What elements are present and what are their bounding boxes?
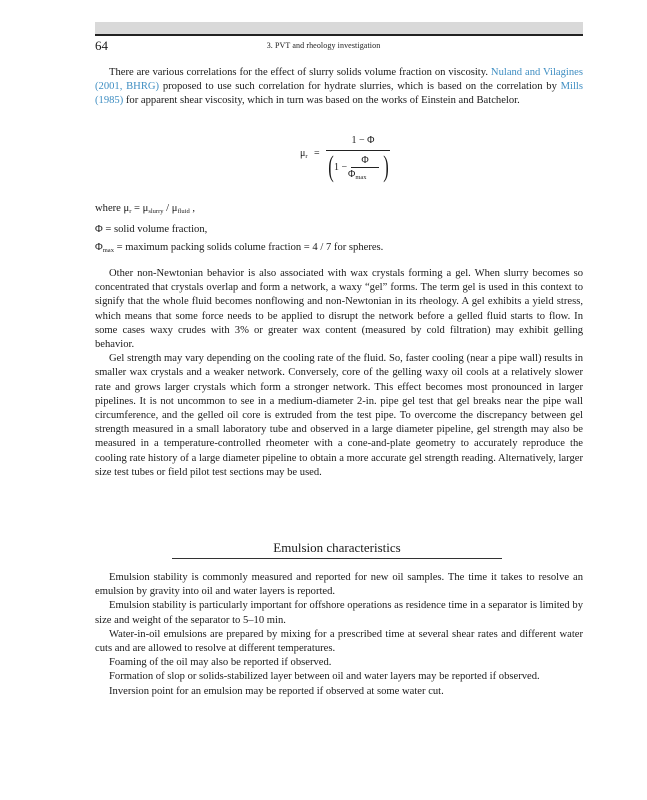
intro-text-3: for apparent shear viscosity, which in turn was based on the works of Einstein and Batchelor. [123, 95, 520, 107]
page-number: 64 [95, 38, 108, 53]
definition-mu-r: where $\mu_r = \mu_{slurry} / \mu_{fluid}$ , [95, 203, 196, 215]
emulsion-paragraph: Emulsion stability is particularly important for offshore operations as residence time in a separator is limited by size and weight of the separator to 5–10 min. [95, 600, 583, 626]
intro-text-2: proposed to use such correlation for hydrate slurries, which is based on the correlation by [159, 81, 561, 93]
emulsion-paragraph: Formation of slop or solids-stabilized layer between oil and water layers may be reported if observed. [109, 671, 540, 683]
emulsion-paragraph: Inversion point for an emulsion may be reported if observed at some water cut. [109, 685, 444, 697]
eq-numerator: 1 − Φ [351, 135, 375, 146]
citation-link-mills[interactable]: Mills (1985) [95, 81, 583, 107]
eq-inner-fraction-bar [351, 167, 379, 168]
definition-phi-max: $\Phi_{max}$ = maximum packing solids colume fraction = 4 / 7 for spheres. [95, 241, 384, 254]
equation-definitions [95, 200, 583, 259]
eq-right-paren: ) [383, 150, 389, 183]
viscosity-equation [300, 134, 400, 186]
eq-one-minus: 1 − [334, 162, 348, 173]
body-text [95, 267, 583, 480]
emulsion-text [95, 571, 583, 699]
intro-text-1: There are various correlations for the effect of slurry solids volume fraction on viscosity. [109, 67, 489, 78]
header-bar [95, 22, 583, 34]
running-head: 3. PVT and rheology investigation [266, 41, 381, 50]
eq-inner-denominator: $\Phi_{max}$ [348, 169, 367, 181]
emulsion-paragraph: Water-in-oil emulsions are prepared by mixing for a prescribed time at several shear rates and different water cuts and are allowed to resolve at different temperatures. [95, 628, 583, 655]
eq-left-paren: ( [328, 150, 334, 183]
intro-paragraph [95, 66, 583, 109]
eq-equals: = [314, 148, 320, 159]
eq-inner-numerator: Φ [361, 155, 369, 166]
intro-text [95, 66, 583, 109]
definition-phi: Φ = solid volume fraction, [95, 223, 208, 235]
paragraph-wax-gel: Other non-Newtonian behavior is also associated with wax crystals forming a gel. When slurry becomes so concentrated that crystals overlap and form a network, a waxy “gel” forms. The term gel is used in this context to signify that the whole fluid becomes nonflowing and non-Newtonian in its rheology. A gel exhibits a yield stress, which means that some force needs to be applied to disrupt the network before a gelled fluid starts to flow. In some cases waxy crudes with 3% or greater wax content (measured by cold filtration) may exhibit gelling behavior. [95, 268, 583, 351]
emulsion-paragraph: Foaming of the oil may also be reported if observed. [109, 657, 332, 669]
paragraph-gel-strength: Gel strength may vary depending on the cooling rate of the fluid. So, faster cooling (near a pipe wall) results in smaller wax crystals and a weaker network. Conversely, core of the gelling waxy oil cools at a relatively slower rate and grows larger crystals which form a stronger network. This effect becomes most pronounced in larger pipelines. It is not uncommon to see in a medium-diameter 2-in. pipe gel test that gel breaks near the pipe wall circumference, and the gelled oil core is extruded from the test pipe. To overcome the discrepancy between gel strength measured in a small laboratory tube and observed in a large diameter pipeline, gel strength may also be measured in a temperature-controlled rheometer with a cone-and-plate geometry to accurately reproduce the cooling rate history of a large diameter pipeline to obtain a more accurate gel strength reading. Alternatively, larger size test tubes or field pilot test sections may be used. [95, 353, 583, 478]
eq-fraction-bar [326, 150, 390, 151]
header-rule [95, 34, 583, 36]
section-heading-rule [172, 558, 502, 559]
citation-link-nuland[interactable]: Nuland and Vilagines (2001, BHRG) [95, 67, 583, 93]
section-heading-block [172, 540, 502, 559]
emulsion-paragraph: Emulsion stability is commonly measured and reported for new oil samples. The time it takes to resolve an emulsion by gravity into oil and water layers is reported. [95, 572, 583, 598]
eq-lhs: $\mu_r$ [300, 148, 308, 160]
section-heading: Emulsion characteristics [273, 540, 401, 555]
